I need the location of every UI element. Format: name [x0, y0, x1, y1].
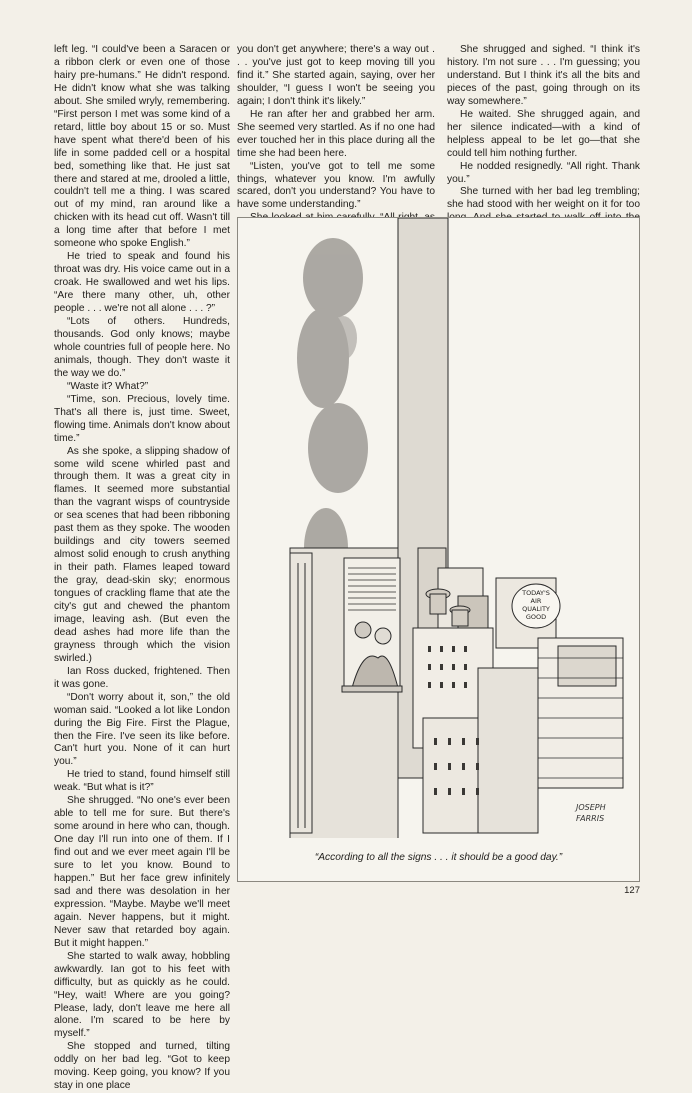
paragraph: He tried to speak and found his throat was dry. His voice came out in a croak. He swallowed and wet his lips. “Are there many other, uh, other people . . . we're not all alone . . . ?”	[54, 251, 230, 315]
artist-signature-line: JOSEPH	[576, 803, 606, 812]
cartoon-caption: “According to all the signs . . . it should be a good day.”	[314, 852, 563, 863]
sign-line: TODAY'S	[522, 589, 550, 597]
smog-cloud	[297, 238, 368, 588]
sign-line: AIR	[530, 597, 542, 605]
paragraph: She stopped and turned, tilting oddly on her bad leg. “Got to keep moving. Keep going, you know? If you stay in one place	[54, 1041, 230, 1092]
window-with-people	[342, 558, 402, 692]
artist-signature-line: FARRIS	[576, 814, 605, 823]
text-column-1	[54, 44, 230, 1093]
paragraph: “Don't worry about it, son,” the old woman said. “Looked a lot like London during the Big Fire. First the Plague, then the Fire. I've seen its like before. Can't hurt you. None of it can hurt you.”	[54, 691, 230, 768]
paragraph: She shrugged and sighed. “I think it's history. I'm not sure . . . I'm guessing; you understand. But I think it's all the bits and pieces of the past, going through on its way somewhere.”	[447, 44, 640, 107]
cartoon-panel	[237, 217, 640, 882]
paragraph: left leg. “I could've been a Saracen or a ribbon clerk or even one of those hairy pre-humans.” He didn't respond. He didn't know what she was talking about. She smiled wryly, remembering. “First person I met was some kind of a retard, little boy about 15 or so. Must have spent what there'd been of his life in some padded cell or a hospital bed, something like that. He just sat there and stared at me, drooled a little, couldn't tell me a thing. I was scared out of my mind, ran around like a chicken with its head cut off. Wasn't till a long time after that before I met someone who spoke English.”	[54, 44, 230, 250]
sign-line: GOOD	[525, 613, 547, 621]
paragraph: He tried to stand, found himself still weak. “But what is it?”	[54, 769, 230, 794]
paragraph: He waited. She shrugged again, and her silence indicated—with a kind of helpless appeal to be let go—that she could tell him nothing further.	[447, 108, 640, 159]
paragraph: She started to walk away, hobbling awkwardly. Ian got to his feet with difficulty, but as quickly as he could. “Hey, wait! Where are you going? Please, lady, don't leave me here all alone. I'm scared to be here by myself.”	[54, 950, 230, 1040]
paragraph: “Waste it? What?”	[67, 380, 149, 392]
paragraph: He nodded resignedly. “All right. Thank you.”	[447, 160, 640, 185]
paragraph: She shrugged. “No one's ever been able to tell me for sure. But there's some around in here who can, though. One day I'll run into one of them. If I find out and we ever meet again I'll be sure to let you know. Bound to happen.” But her face grew infinitely sad and there was desolation in her expression. “Maybe. Maybe we'll meet again. Never happens, but it might. Never saw that retarded boy again. But it might happen.”	[54, 795, 230, 949]
paragraph: As she spoke, a slipping shadow of some wild scene whirled past and through them. It was a great city in flames. It seemed more substantial than the vagrant wisps of countryside or sea scenes that had been ribboning past them as they spoke. The wooden buildings and city towers seemed almost solid enough to crush anything in their path. Flames leaped toward the gray, dead-skin sky; enormous tongues of crackling flame that ate the city's gut and chewed the phantom image, leaving ash. (But even the dead ashes had more life than the grayness through which the vision swirled.)	[54, 445, 230, 664]
paragraph: you don't get anywhere; there's a way out . . . you've just got to keep moving till you find it.” She started again, saying, over her shoulder, “I guess I won't be seeing you again; I don't think it's likely.”	[237, 44, 435, 107]
page-number: 127	[624, 885, 640, 896]
left-building	[290, 553, 312, 833]
paragraph: “Listen, you've got to tell me some things, whatever you know. I'm awfully scared, don't you understand? You have to have some understanding.”	[237, 160, 435, 211]
paragraph: She turned with her bad leg trembling; she had stood with her weight on it for too	[447, 186, 640, 211]
paragraph: “Lots of others. Hundreds, thousands. God only knows; maybe whole countries full of people here. No animals, though. They don't waste it the way we do.”	[54, 316, 230, 379]
cartoon-illustration	[238, 218, 640, 838]
air-quality-sign	[512, 584, 560, 628]
paragraph: Ian Ross ducked, frightened. Then it was gone.	[54, 665, 230, 690]
sign-line: QUALITY	[522, 605, 550, 613]
paragraph: “Time, son. Precious, lovely time. That's all there is, just time. Sweet, flowing time. Animals don't know about time.”	[54, 393, 230, 444]
paragraph: He ran after her and grabbed her arm. She seemed very startled. As if no one had ever touched her in this place during all the time she had been here.	[237, 108, 435, 159]
